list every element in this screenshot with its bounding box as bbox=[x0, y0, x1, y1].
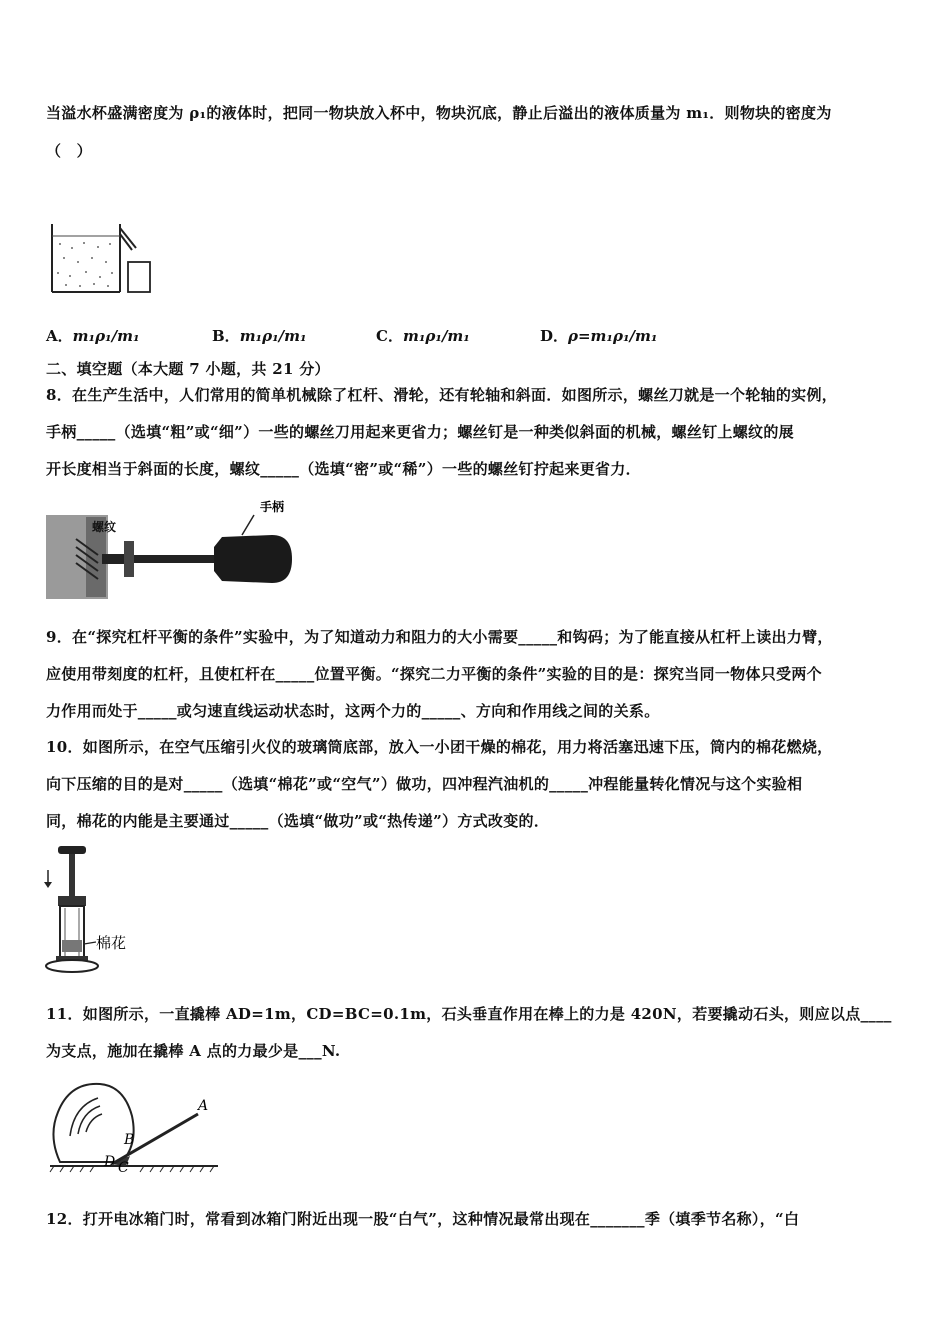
q8-text-line3: 开长度相当于斜面的长度，螺纹_____（选填“密”或“稀”）一些的螺丝钉拧起来更省力． bbox=[46, 460, 641, 478]
q7-option-c: C．m₁ρ₁/m₁ bbox=[376, 327, 470, 345]
q8-text-line2: 手柄_____（选填“粗”或“细”）一些的螺丝刀用起来更省力；螺丝钉是一种类似斜面的机械，螺丝钉上螺纹的展 bbox=[46, 423, 794, 441]
fire-piston-figure bbox=[38, 842, 168, 976]
q7-option-d: D．ρ=m₁ρ₁/m₁ bbox=[540, 327, 658, 345]
crowbar-label-b: B bbox=[124, 1132, 135, 1148]
section-title: 二、填空题（本大题 7 小题，共 21 分） bbox=[46, 360, 330, 378]
screwdriver-thread-label: 螺纹 bbox=[92, 520, 117, 534]
q7-text-line1: 当溢水杯盛满密度为 ρ₁的液体时，把同一物块放入杯中，物块沉底，静止后溢出的液体质量为 m₁．则物块的密度为 bbox=[46, 104, 832, 122]
screwdriver-figure bbox=[46, 495, 298, 599]
overflow-cup-figure bbox=[48, 218, 163, 298]
crowbar-label-a: A bbox=[198, 1098, 209, 1114]
q7-text-line2: （ ） bbox=[46, 142, 92, 160]
crowbar-figure bbox=[48, 1076, 223, 1176]
screwdriver-handle-label: 手柄 bbox=[260, 500, 285, 514]
q11-text-line2: 为支点，施加在撬棒 A 点的力最少是___N. bbox=[46, 1042, 341, 1060]
crowbar-label-c: C bbox=[118, 1160, 129, 1176]
crowbar-label-d: D bbox=[104, 1154, 116, 1170]
q10-text-line3: 同，棉花的内能是主要通过_____（选填“做功”或“热传递”）方式改变的． bbox=[46, 812, 550, 830]
q7-option-a: A．m₁ρ₁/m₁ bbox=[46, 327, 140, 345]
q11-text-line1: 11．如图所示，一直撬棒 AD=1m，CD=BC=0.1m，石头垂直作用在棒上的力是 420N，若要撬动石头，则应以点____ bbox=[46, 1005, 892, 1023]
cotton-label: 棉花 bbox=[96, 934, 127, 952]
q9-text-line3: 力作用而处于_____或匀速直线运动状态时，这两个力的_____、方向和作用线之间的关系。 bbox=[46, 702, 660, 720]
q10-text-line1: 10．如图所示，在空气压缩引火仪的玻璃筒底部，放入一小团干燥的棉花，用力将活塞迅速下压，筒内的棉花燃烧， bbox=[46, 738, 833, 756]
q7-option-b: B．m₁ρ₁/m₁ bbox=[212, 327, 307, 345]
q10-text-line2: 向下压缩的目的是对_____（选填“棉花”或“空气”）做功，四冲程汽油机的_____冲程能量转化情况与这个实验相 bbox=[46, 775, 803, 793]
q9-text-line2: 应使用带刻度的杠杆，且使杠杆在_____位置平衡。“探究二力平衡的条件”实验的目的是：探究当同一物体只受两个 bbox=[46, 665, 822, 683]
q9-text-line1: 9．在“探究杠杆平衡的条件”实验中，为了知道动力和阻力的大小需要_____和钩码；为了能直接从杠杆上读出力臂， bbox=[46, 628, 833, 646]
q12-text-line1: 12．打开电冰箱门时，常看到冰箱门附近出现一股“白气”，这种情况最常出现在_______季（填季节名称），“白 bbox=[46, 1210, 800, 1228]
q8-text-line1: 8．在生产生活中，人们常用的简单机械除了杠杆、滑轮，还有轮轴和斜面．如图所示，螺丝刀就是一个轮轴的实例， bbox=[46, 386, 838, 404]
